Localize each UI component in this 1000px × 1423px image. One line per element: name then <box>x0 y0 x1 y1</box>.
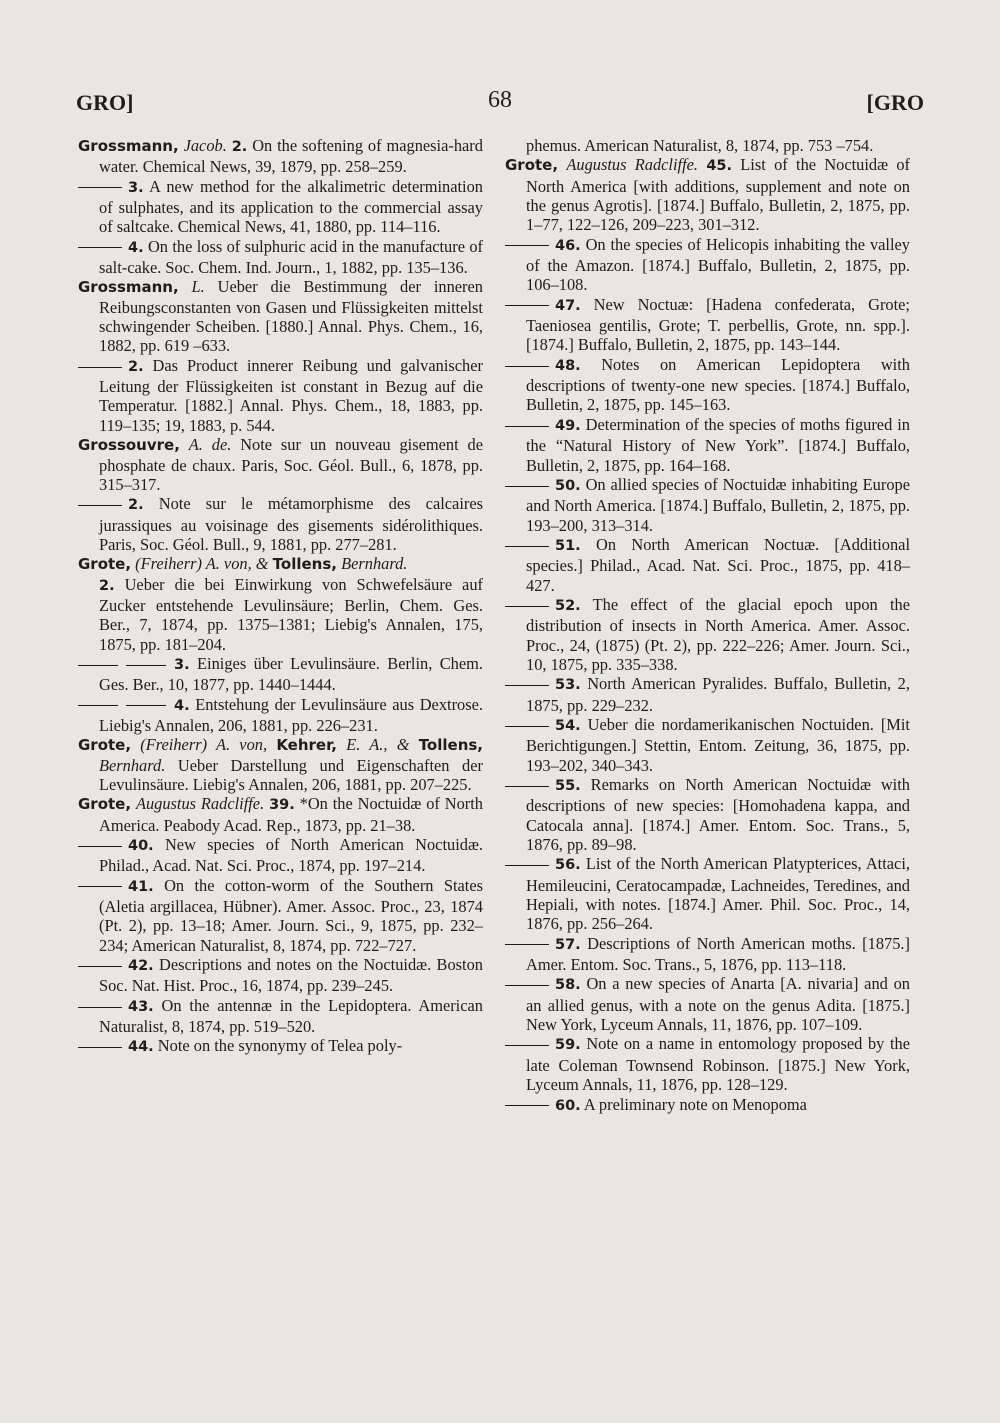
entry-number: 3. <box>174 656 190 673</box>
entry-text: On North American Noctuæ. [Additional species.] Philad., Acad. Nat. Sci. Proc., 1875, pp. 418–427. <box>526 534 910 595</box>
author-name: Tollens, <box>272 555 337 574</box>
entry-number: 2. <box>99 577 115 594</box>
entry-text: Descriptions of North American moths. [1875.] Amer. Entom. Soc. Trans., 5, 1876, pp. 113–118. <box>526 933 910 975</box>
ditto-dash <box>505 486 549 487</box>
bibliography-entry <box>78 996 483 1037</box>
entry-text: Ueber die nordamerikanischen Noctuiden. [Mit Berichtigungen.] Stettin, Entom. Zeitung, 36, 1875, pp. 193–202, 340–343. <box>526 714 910 775</box>
bibliography-entry <box>78 435 483 494</box>
entry-text: Entstehung der Levulinsäure aus Dextrose. Liebig's Annalen, 206, 1881, pp. 226–231. <box>99 694 483 735</box>
author-forename: (Freiherr) A. von, & <box>135 554 269 574</box>
bibliography-entry <box>505 415 910 475</box>
ditto-dash <box>78 505 122 506</box>
ditto-dash <box>78 367 122 368</box>
bibliography-entry <box>505 235 910 295</box>
entry-number: 47. <box>555 297 581 314</box>
entry-text: Note on the synonymy of Telea poly- <box>157 1036 403 1056</box>
entry-number: 60. <box>555 1097 581 1114</box>
entry-number: 52. <box>555 597 581 614</box>
author-forename: Augustus Radcliffe. <box>566 155 699 175</box>
bibliography-entry <box>78 554 483 574</box>
entry-number: 58. <box>555 977 581 994</box>
bibliography-entry <box>505 674 910 715</box>
entry-number: 42. <box>128 958 154 975</box>
entry-number: 49. <box>555 417 581 434</box>
author-forename: L. <box>191 277 205 297</box>
entry-number: 48. <box>555 357 581 374</box>
ditto-dash <box>505 606 549 607</box>
entry-text: List of the Noctuidæ of North America [with additions, supplement and note on the genus Agrotis]. [1874.] Buffalo, Bulletin, 2, 1875, pp. 1–77, 122–126, 209–223, 301–312. <box>526 155 910 235</box>
ditto-dash <box>505 985 549 986</box>
entry-text: Das Product innerer Reibung und galvanischer Leitung der Flüssigkeiten ist constant in Bezug auf die Temperatur. [1882.] Annal. Phys. Chem., 18, 1883, pp. 119–135; 19, 1883, p. 544. <box>99 355 483 435</box>
entry-number: 4. <box>128 239 144 256</box>
bibliography-entry <box>78 794 483 835</box>
page-number: 68 <box>488 87 512 113</box>
ditto-dash <box>505 546 549 547</box>
entry-text: Remarks on North American Noctuidæ with descriptions of new species: [Homohadena kappa, and Catocala anna]. [1874.] Amer. Entom. Soc. Trans., 5, 1876, pp. 89–98. <box>526 775 910 855</box>
bibliography-entry <box>505 475 910 535</box>
ditto-dash <box>505 305 549 306</box>
ditto-dash <box>126 705 166 706</box>
bibliography-entry <box>78 494 483 554</box>
header-left: GRO] <box>76 90 134 115</box>
ditto-dash <box>505 366 549 367</box>
entry-text: The effect of the glacial epoch upon the distribution of insects in North America. Amer. Assoc. Proc., 24, (1875) (Pt. 2), pp. 222–226; Amer. Journ. Sci., 10, 1875, pp. 335–338. <box>526 594 910 674</box>
entry-text: On a new species of Anarta [A. nivaria] and on an allied genus, with a note on the genus Adita. [1875.] New York, Lyceum Annals, 11, 1876, pp. 107–109. <box>526 974 910 1035</box>
bibliography-entry <box>505 854 910 933</box>
bibliography-entry <box>505 974 910 1034</box>
ditto-dash <box>505 1045 549 1046</box>
ditto-dash <box>505 426 549 427</box>
bibliography-entry <box>78 277 483 355</box>
entry-text: Ueber die Bestimmung der inneren Reibungsconstanten von Gasen und Flüssigkeiten mittelst schwingender Scheiben. [1880.] Annal. Phys. Chem., 16, 1882, pp. 619 –633. <box>99 277 483 356</box>
entry-number: 39. <box>269 797 295 814</box>
entry-text: Ueber die bei Einwirkung von Schwefelsäure auf Zucker entstehende Levulinsäure; Berlin, Chem. Ges. Ber., 7, 1874, pp. 1375–1381; Liebig's Annalen, 175, 1875, pp. 181–204. <box>99 574 483 654</box>
bibliography-entry <box>78 835 483 876</box>
ditto-dash <box>505 786 549 787</box>
ditto-dash <box>78 247 122 248</box>
entry-text: Notes on American Lepidoptera with descriptions of twenty-one new species. [1874.] Buffalo, Bulletin, 2, 1875, pp. 145–163. <box>526 354 910 415</box>
bibliography-entry <box>78 876 483 955</box>
entry-text: phemus. American Naturalist, 8, 1874, pp. 753 –754. <box>526 136 874 155</box>
entry-text: On the cotton-worm of the Southern States (Aletia argillacea, Hübner). Amer. Assoc. Proc., 23, 1874 (Pt. 2), pp. 13–18; Amer. Journ. Sci., 9, 1875, pp. 232–234; American Naturalist, 8, 1874, pp. 722–727. <box>99 875 483 955</box>
entry-number: 2. <box>231 139 248 155</box>
entry-text: Ueber Darstellung und Eigenschaften der Levulinsäure. Liebig's Annalen, 206, 1881, pp. 207–225. <box>99 755 483 794</box>
author-forename: E. A., & <box>346 735 410 755</box>
entry-number: 3. <box>128 179 144 196</box>
entry-number: 46. <box>555 237 581 254</box>
bibliography-entry <box>505 535 910 595</box>
author-name: Grote, <box>78 795 132 814</box>
entry-number: 4. <box>174 697 190 714</box>
ditto-dash <box>78 846 122 847</box>
bibliography-entry <box>505 1034 910 1094</box>
entry-text: On the species of Helicopis inhabiting the valley of the Amazon. [1874.] Buffalo, Bulletin, 2, 1875, pp. 106–108. <box>526 234 910 295</box>
header-right: [GRO <box>866 90 924 115</box>
ditto-dash <box>78 1047 122 1048</box>
entry-number: 56. <box>555 857 581 874</box>
entry-text: Note sur un nouveau gisement de phosphate de chaux. Paris, Soc. Géol. Bull., 6, 1878, pp. 315–317. <box>99 435 483 494</box>
entry-text: On the antennæ in the Lepidoptera. American Naturalist, 8, 1874, pp. 519–520. <box>99 995 483 1037</box>
entry-text: New species of North American Noctuidæ. Philad., Acad. Nat. Sci. Proc., 1874, pp. 197–214. <box>99 835 483 876</box>
entry-number: 45. <box>706 158 732 175</box>
right-column <box>505 136 910 1116</box>
entry-text: A preliminary note on Menopoma <box>583 1094 807 1114</box>
author-name: Grote, <box>78 555 132 574</box>
bibliography-entry <box>78 1036 483 1057</box>
author-forename: Jacob. <box>183 136 227 155</box>
entry-text: Einiges über Levulinsäure. Berlin, Chem. Ges. Ber., 10, 1877, pp. 1440–1444. <box>99 653 484 695</box>
author-forename: Bernhard. <box>341 554 408 574</box>
entry-number: 43. <box>128 998 154 1015</box>
entry-text: On the softening of magnesia-hard water. Chemical News, 39, 1879, pp. 258–259. <box>99 136 483 177</box>
entry-number: 59. <box>555 1037 581 1054</box>
bibliography-entry <box>78 654 483 695</box>
bibliography-entry <box>505 934 910 975</box>
author-forename: A. de. <box>188 435 232 455</box>
bibliography-entry <box>78 575 483 654</box>
entry-text: *On the Noctuidæ of North America. Peabody Acad. Rep., 1873, pp. 21–38. <box>99 794 483 835</box>
running-header <box>0 87 1000 120</box>
bibliography-entry <box>505 155 910 234</box>
ditto-dash <box>78 705 118 706</box>
ditto-dash <box>505 726 549 727</box>
bibliography-entry <box>505 715 910 775</box>
author-forename: Bernhard. <box>99 755 166 775</box>
ditto-dash <box>505 865 549 866</box>
entry-number: 2. <box>128 358 144 375</box>
entry-number: 55. <box>555 778 581 794</box>
ditto-dash <box>505 685 549 686</box>
ditto-dash <box>78 886 122 887</box>
entry-text: On allied species of Noctuidæ inhabiting Europe and North America. [1874.] Buffalo, Bulletin, 2, 1875, pp. 193–200, 313–314. <box>526 474 910 535</box>
ditto-dash <box>78 1007 122 1008</box>
bibliography-entry <box>78 695 483 736</box>
author-forename: Augustus Radcliffe. <box>135 794 265 814</box>
entry-number: 57. <box>555 936 581 953</box>
entry-number: 53. <box>555 677 581 694</box>
bibliography-entry <box>505 295 910 355</box>
entry-number: 50. <box>555 477 581 494</box>
ditto-dash <box>78 187 122 188</box>
entry-text: Note on a name in entomology proposed by the late Coleman Townsend Robinson. [1875.] New York, Lyceum Annals, 11, 1876, pp. 128–129. <box>526 1034 910 1095</box>
bibliography-entry <box>505 136 910 155</box>
bibliography-entry <box>78 237 483 278</box>
entry-number: 54. <box>555 717 581 734</box>
entry-text: New Noctuæ: [Hadena confederata, Grote; Taeniosea gentilis, Grote; T. perbellis, Grote, nn. spp.]. [1874.] Buffalo, Bulletin, 2, 1875, pp. 143–144. <box>526 294 910 355</box>
bibliography-entry <box>505 775 910 854</box>
entry-text: Note sur le métamorphisme des calcaires jurassiques au voisinage des gisements sidérolithiques. Paris, Soc. Géol. Bull., 9, 1881, pp. 277–281. <box>99 494 483 554</box>
bibliography-entry <box>78 356 483 435</box>
ditto-dash <box>78 966 122 967</box>
author-name: Grossouvre, <box>78 436 180 455</box>
entry-text: Determination of the species of moths figured in the “Natural History of New York”. [1874.] Buffalo, Bulletin, 2, 1875, pp. 164–168. <box>526 414 910 475</box>
bibliography-entry <box>78 735 483 794</box>
author-name: Grote, <box>78 736 132 755</box>
ditto-dash <box>505 1105 549 1106</box>
author-name: Kehrer, <box>276 736 337 755</box>
entry-text: A new method for the alkalimetric determination of sulphates, and its application to the commercial assay of saltcake. Chemical News, 41, 1880, pp. 114–116. <box>99 176 483 237</box>
entry-number: 2. <box>128 497 144 514</box>
ditto-dash <box>505 944 549 945</box>
bibliography-entry <box>78 955 483 996</box>
ditto-dash <box>505 245 549 246</box>
author-name: Grossmann, <box>78 137 179 155</box>
entry-number: 41. <box>128 878 154 895</box>
entry-number: 51. <box>555 537 581 554</box>
entry-number: 44. <box>128 1039 154 1056</box>
entry-text: Descriptions and notes on the Noctuidæ. Boston Soc. Nat. Hist. Proc., 16, 1874, pp. 239–245. <box>99 955 483 996</box>
author-forename: (Freiherr) A. von, <box>140 735 268 755</box>
bibliography-entry <box>505 1095 910 1116</box>
ditto-dash <box>78 665 118 666</box>
left-column <box>78 136 483 1058</box>
bibliography-entry <box>78 136 483 177</box>
bibliography-entry <box>505 595 910 674</box>
bibliography-entry <box>78 177 483 237</box>
author-name: Tollens, <box>418 736 483 755</box>
author-name: Grossmann, <box>78 278 179 297</box>
entry-text: North American Pyralides. Buffalo, Bulletin, 2, 1875, pp. 229–232. <box>526 674 910 715</box>
entry-number: 40. <box>128 838 154 855</box>
bibliography-entry <box>505 355 910 415</box>
entry-text: On the loss of sulphuric acid in the manufacture of salt-cake. Soc. Chem. Ind. Journ., 1, 1882, pp. 135–136. <box>99 236 483 278</box>
ditto-dash <box>126 665 166 666</box>
entry-text: List of the North American Platypterices, Attaci, Hemileucini, Ceratocampadæ, Lachneides, Teredines, and Hepiali, with notes. [1874.] Amer. Phil. Soc. Proc., 14, 1876, pp. 256–264. <box>526 854 910 934</box>
author-name: Grote, <box>505 156 559 175</box>
